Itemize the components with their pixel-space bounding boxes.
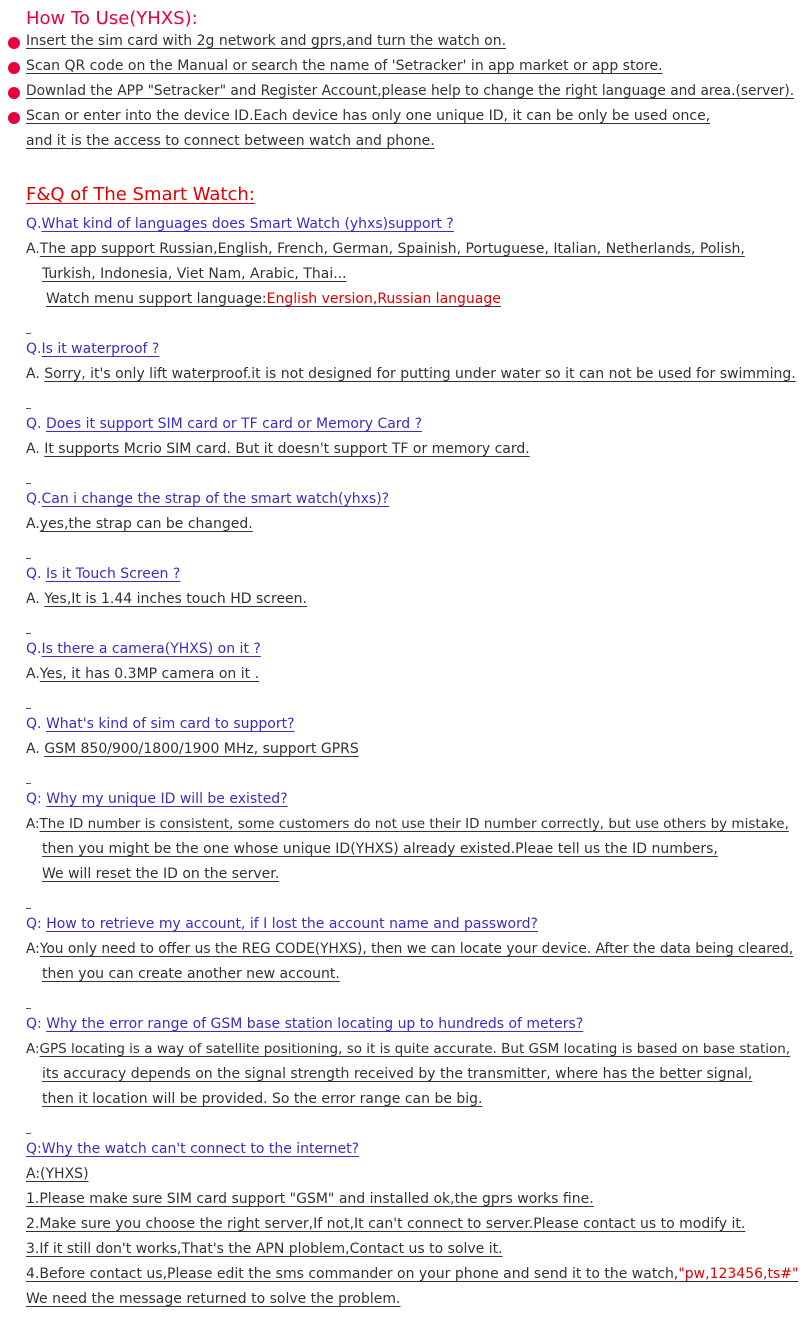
question-prefix: Q: [26, 1141, 42, 1157]
faq-answer-10 [26, 1037, 790, 1062]
question-text: Can i change the strap of the smart watch(yhxs)? [41, 491, 390, 507]
faq-answer-10-line-2: its accuracy depends on the signal strength received by the transmitter, where has the better signal, [42, 1066, 753, 1082]
faq-answer-1-line-2: Turkish, Indonesia, Viet Nam, Arabic, Thai... [42, 266, 347, 282]
language-label: Watch menu support language: [46, 291, 267, 307]
answer-text: You only need to offer us the REG CODE(YHXS), then we can locate your device. After the data being cleared, [39, 941, 794, 957]
answer-prefix: A. [26, 516, 40, 532]
language-russian: Russian language [377, 291, 501, 307]
faq-answer-1-line-3 [46, 287, 501, 312]
howto-step-2: Scan QR code on the Manual or search the name of 'Setracker' in app market or app store. [26, 58, 663, 74]
question-text: What's kind of sim card to support? [45, 716, 295, 732]
question-text: Is there a camera(YHXS) on it ? [41, 641, 261, 657]
question-prefix: Q. [26, 491, 42, 507]
faq-answer-7 [26, 737, 359, 762]
answer-text: GSM 850/900/1800/1900 MHz, support GPRS [44, 741, 359, 757]
question-prefix: Q. [26, 566, 42, 582]
question-prefix: Q. [26, 416, 42, 432]
faq-question-7 [26, 712, 295, 737]
faq-answer-9 [26, 937, 793, 962]
faq-answer-4 [26, 512, 253, 537]
divider-tick [26, 407, 31, 409]
answer-prefix: A. [26, 366, 40, 382]
answer-prefix: A: [26, 816, 40, 832]
howto-step-1: Insert the sim card with 2g network and gprs,and turn the watch on. [26, 33, 507, 49]
question-text: Is it Touch Screen ? [45, 566, 181, 582]
question-prefix: Q: [26, 1016, 42, 1032]
faq-answer-3 [26, 437, 530, 462]
question-text: Does it support SIM card or TF card or Memory Card ? [45, 416, 423, 432]
bullet-icon [8, 87, 20, 99]
howto-title: How To Use(YHXS): [26, 8, 198, 29]
faq-answer-10-line-3: then it location will be provided. So the error range can be big. [42, 1091, 483, 1107]
answer-text: GPS locating is a way of satellite positioning, so it is quite accurate. But GSM locating is based on base station, [39, 1041, 791, 1057]
question-text: What kind of languages does Smart Watch (yhxs)support ? [41, 216, 454, 232]
answer-text: yes,the strap can be changed. [39, 516, 253, 532]
bullet-icon [8, 37, 20, 49]
faq-answer-11-line-1: 1.Please make sure SIM card support "GSM" and installed ok,the gprs works fine. [26, 1191, 594, 1207]
question-text: Why my unique ID will be existed? [46, 791, 288, 807]
bullet-icon [8, 62, 20, 74]
faq-answer-11-line-5: We need the message returned to solve the problem. [26, 1291, 401, 1307]
faq-question-9 [26, 912, 538, 937]
faq-question-2 [26, 337, 159, 362]
faq-answer-8-line-3: We will reset the ID on the server. [42, 866, 280, 882]
answer-prefix: A: [26, 1041, 40, 1057]
question-text: Why the watch can't connect to the internet? [41, 1141, 360, 1157]
answer-prefix: A: [26, 941, 40, 957]
faq-title: F&Q of The Smart Watch: [26, 184, 255, 205]
divider-tick [26, 557, 31, 559]
answer-prefix: A. [26, 591, 40, 607]
howto-step-4-continued: and it is the access to connect between watch and phone. [26, 133, 435, 149]
faq-answer-9-line-2: then you can create another new account. [42, 966, 340, 982]
faq-answer-2 [26, 362, 796, 387]
divider-tick [26, 782, 31, 784]
faq-question-8 [26, 787, 288, 812]
divider-tick [26, 1007, 31, 1009]
answer-prefix: A. [26, 241, 40, 257]
question-prefix: Q: [26, 916, 42, 932]
faq-question-10 [26, 1012, 583, 1037]
faq-answer-8-line-2: then you might be the one whose unique ID(YHXS) already existed.Pleae tell us the ID numbers, [42, 841, 718, 857]
question-prefix: Q. [26, 716, 42, 732]
faq-question-5 [26, 562, 180, 587]
faq-question-3 [26, 412, 422, 437]
faq-answer-11-line-0: A:(YHXS) [26, 1166, 89, 1182]
answer-text: The ID number is consistent, some customers do not use their ID number correctly, but use others by mistake, [39, 816, 789, 832]
faq-answer-11-line-3: 3.If it still don't works,That's the APN ploblem,Contact us to solve it. [26, 1241, 503, 1257]
language-english: English version [266, 291, 373, 307]
sms-command: "pw,123456,ts#" [678, 1266, 799, 1282]
question-text: Is it waterproof ? [41, 341, 160, 357]
howto-step-3: Downlad the APP "Setracker" and Register Account,please help to change the right language and area.(server). [26, 83, 795, 99]
question-text: How to retrieve my account, if I lost the account name and password? [46, 916, 538, 932]
divider-tick [26, 707, 31, 709]
divider-tick [26, 632, 31, 634]
answer-text: Sorry, it's only lift waterproof.it is not designed for putting under water so it can not be used for swimming. [44, 366, 796, 382]
faq-question-1 [26, 212, 454, 237]
faq-question-6 [26, 637, 261, 662]
howto-step-4: Scan or enter into the device ID.Each device has only one unique ID, it can be only be used once, [26, 108, 711, 124]
sms-instruction: 4.Before contact us,Please edit the sms commander on your phone and send it to the watch, [26, 1266, 679, 1282]
divider-tick [26, 907, 31, 909]
faq-question-4 [26, 487, 389, 512]
answer-text: The app support Russian,English, French, German, Spainish, Portuguese, Italian, Netherlands, Polish, [39, 241, 745, 257]
bullet-icon [8, 112, 20, 124]
faq-answer-11-line-2: 2.Make sure you choose the right server,If not,It can't connect to server.Please contact us to modify it. [26, 1216, 746, 1232]
question-prefix: Q. [26, 341, 42, 357]
answer-prefix: A. [26, 741, 40, 757]
answer-text: Yes,It is 1.44 inches touch HD screen. [44, 591, 307, 607]
faq-answer-1 [26, 237, 745, 262]
answer-text: It supports Mcrio SIM card. But it doesn't support TF or memory card. [44, 441, 530, 457]
faq-answer-8 [26, 812, 789, 837]
question-prefix: Q: [26, 791, 42, 807]
language-separator: , [372, 291, 378, 307]
divider-tick [26, 332, 31, 334]
answer-prefix: A. [26, 666, 40, 682]
answer-prefix: A. [26, 441, 40, 457]
answer-text: Yes, it has 0.3MP camera on it . [39, 666, 260, 682]
divider-tick [26, 1132, 31, 1134]
divider-tick [26, 482, 31, 484]
faq-answer-5 [26, 587, 307, 612]
question-prefix: Q. [26, 216, 42, 232]
faq-question-11 [26, 1137, 359, 1162]
question-prefix: Q. [26, 641, 42, 657]
question-text: Why the error range of GSM base station locating up to hundreds of meters? [46, 1016, 584, 1032]
faq-answer-11-line-4 [26, 1262, 798, 1287]
faq-answer-6 [26, 662, 259, 687]
